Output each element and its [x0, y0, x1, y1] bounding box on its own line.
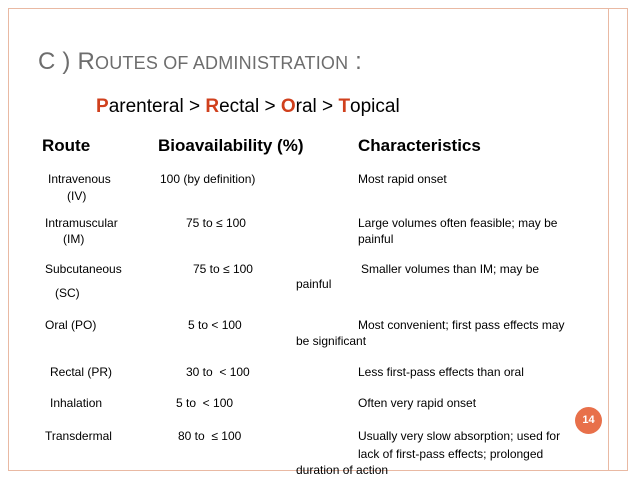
header-characteristics: Characteristics [358, 136, 481, 155]
route-cell: Inhalation [50, 396, 103, 410]
parenteral-initial: P [96, 96, 109, 117]
bioavailability-cell: 75 to ≤ 100 [193, 262, 253, 276]
rectal-text: ectal [219, 96, 260, 117]
bioavailability-cell: 100 (by definition) [160, 172, 256, 186]
characteristics-cell: Less first-pass effects than oral [358, 365, 524, 379]
page-number-badge: 14 [575, 407, 602, 434]
route-cell: Oral (PO) [45, 318, 97, 332]
separator: > [259, 96, 281, 117]
routes-order-subtitle [96, 96, 400, 118]
parenteral-text: arenteral [108, 96, 184, 117]
separator: > [316, 96, 339, 117]
route-cell: (IM) [63, 232, 85, 246]
header-bioavailability: Bioavailability (%) [158, 136, 304, 155]
slide-frame-right-strip [608, 8, 629, 471]
title-prefix: C ) [38, 48, 78, 75]
page-title [38, 48, 362, 76]
characteristics-cell: be significant [296, 334, 367, 348]
oral-text: ral [295, 96, 317, 117]
bioavailability-cell: 75 to ≤ 100 [186, 216, 246, 230]
route-cell: Intravenous [48, 172, 111, 186]
bioavailability-cell: 5 to < 100 [176, 396, 234, 410]
title-colon: : [348, 48, 363, 75]
characteristics-cell: duration of action [296, 463, 389, 477]
separator: > [183, 96, 206, 117]
route-cell: Subcutaneous [45, 262, 122, 276]
characteristics-cell: Most rapid onset [358, 172, 447, 186]
characteristics-cell: lack of first-pass effects; prolonged [358, 447, 544, 461]
characteristics-cell: painful [358, 232, 394, 246]
route-cell: (SC) [55, 286, 80, 300]
characteristics-cell: Often very rapid onset [358, 396, 477, 410]
oral-initial: O [280, 96, 296, 117]
topical-initial: T [338, 96, 351, 117]
route-cell: Transdermal [45, 429, 112, 443]
characteristics-cell: painful [296, 277, 332, 291]
title-initial: R [77, 48, 96, 75]
header-route: Route [42, 136, 91, 155]
bioavailability-cell: 80 to ≤ 100 [178, 429, 242, 443]
bioavailability-cell: 5 to < 100 [188, 318, 242, 332]
characteristics-cell: Smaller volumes than IM; may be [361, 262, 540, 276]
characteristics-cell: Most convenient; first pass effects may [358, 318, 565, 332]
route-cell: Intramuscular [45, 216, 118, 230]
route-cell: (IV) [67, 189, 87, 203]
bioavailability-cell: 30 to < 100 [186, 365, 250, 379]
characteristics-cell: Large volumes often feasible; may be [358, 216, 558, 230]
topical-text: opical [350, 96, 400, 117]
rectal-initial: R [205, 96, 220, 117]
characteristics-cell: Usually very slow absorption; used for [358, 429, 561, 443]
route-cell: Rectal (PR) [50, 365, 113, 379]
title-rest: OUTES OF ADMINISTRATION [95, 53, 349, 73]
